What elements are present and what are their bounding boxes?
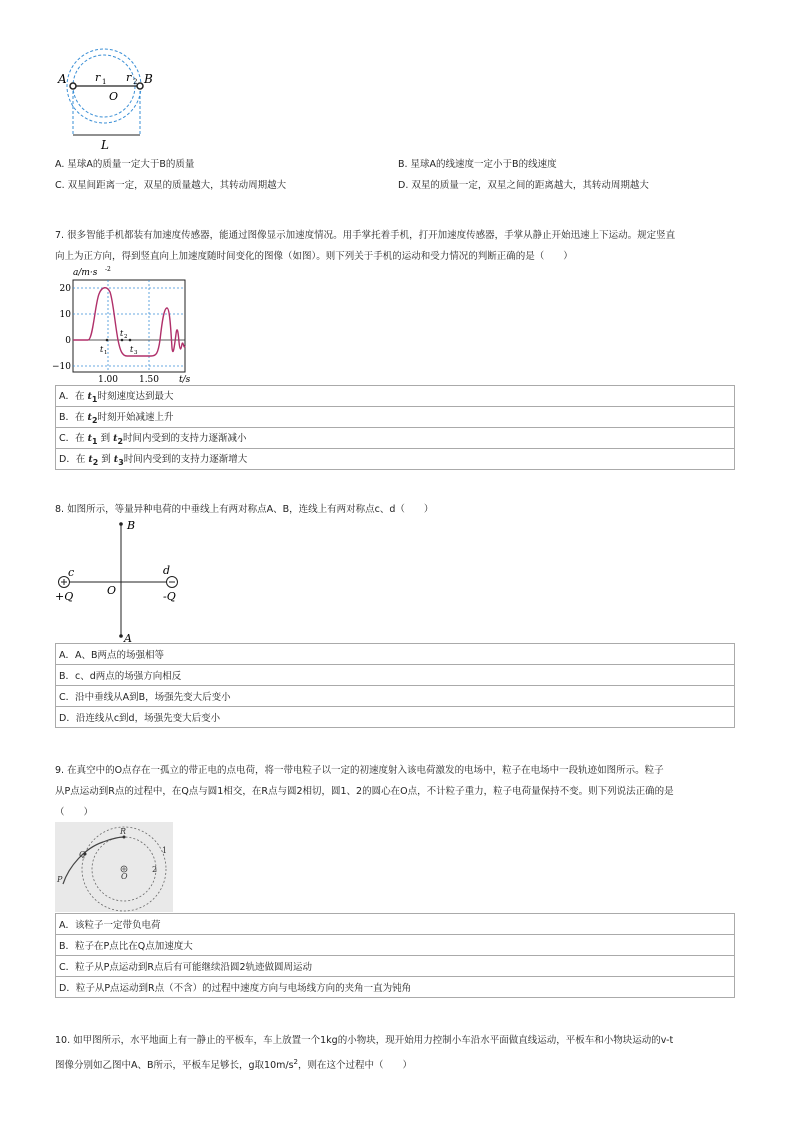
point-t3: t	[130, 345, 134, 354]
ytick-neg10: −10	[52, 362, 71, 372]
star-b	[137, 83, 143, 89]
label-a: A	[58, 72, 67, 86]
graph-xlabel: t/s	[179, 375, 191, 385]
label-c: c	[68, 566, 75, 579]
q7-option-b[interactable]: B．在 $t_2$时刻开始减速上升	[56, 407, 735, 428]
point-t2: t	[120, 329, 124, 338]
label-q: Q	[79, 850, 86, 859]
dipole-diagram	[55, 516, 190, 646]
q9-option-c[interactable]: C．粒子从P点运动到R点后有可能继续沿圆2轨迹做圆周运动	[56, 956, 735, 977]
point-t1: t	[100, 345, 104, 354]
label-r2: r	[126, 71, 132, 84]
label-a: A	[124, 632, 132, 645]
q8-option-d[interactable]: D．沿连线从c到d，场强先变大后变小	[56, 707, 735, 728]
label-r2-sub: 2	[133, 78, 138, 86]
q7-stem-line1: 7. 很多智能手机都装有加速度传感器，能通过图像显示加速度情况。用手掌托着手机，打开加速度传感器，手掌从静止开始迅速上下运动。规定竖直	[55, 230, 676, 241]
q9-option-b[interactable]: B．粒子在P点比在Q点加速度大	[56, 935, 735, 956]
label-p: P	[57, 875, 63, 884]
xtick-1-00: 1.00	[97, 375, 119, 385]
ytick-10: 10	[59, 310, 71, 320]
q9-option-d[interactable]: D．粒子从P点运动到R点（不含）的过程中速度方向与电场线方向的夹角一直为钝角	[56, 977, 735, 998]
acceleration-curve	[73, 288, 185, 356]
label-r: R	[120, 827, 127, 836]
q10-stem-line1: 10. 如甲图所示，水平地面上有一静止的平板车，车上放置一个1kg的小物块，现开始用力控制小车沿水平面做直线运动，平板车和小物块运动的v-t	[55, 1035, 674, 1046]
label-r1-sub: 1	[102, 78, 107, 86]
option-d[interactable]: D. 双星的质量一定，双星之间的距离越大，其转动周期越大	[398, 180, 649, 191]
q9-stem-line3: （ ）	[55, 807, 94, 818]
q8-option-a[interactable]: A．A、B两点的场强相等	[56, 644, 735, 665]
option-c[interactable]: C. 双星间距离一定，双星的质量越大，其转动周期越大	[55, 180, 287, 191]
graph-ylabel-sup: -2	[105, 266, 111, 273]
label-o: O	[109, 90, 119, 103]
q8-stem: 8. 如图所示，等量异种电荷的中垂线上有两对称点A、B，连线上有两对称点c、d（ ）	[55, 504, 434, 515]
q7-options-table	[55, 385, 735, 470]
option-a[interactable]: A. 星球A的质量一定大于B的质量	[55, 159, 195, 170]
svg-text:3: 3	[134, 350, 138, 356]
ytick-20: 20	[59, 284, 71, 294]
q7-stem-line2: 向上为正方向，得到竖直向上加速度随时间变化的图像（如图）。则下列关于手机的运动和受力情况的判断正确的是（ ）	[55, 251, 573, 262]
label-o: O	[107, 584, 117, 597]
svg-text:2: 2	[124, 334, 128, 340]
acceleration-graph	[52, 264, 200, 386]
trajectory-diagram	[55, 822, 173, 912]
label-circle-1: 1	[162, 846, 168, 855]
q8-options-table	[55, 643, 735, 728]
binary-star-diagram	[55, 38, 185, 153]
ytick-0: 0	[65, 336, 71, 346]
q7-option-d[interactable]: D．在 $t_2$ 到 $t_3$时间内受到的支持力逐渐增大	[56, 449, 735, 470]
xtick-1-50: 1.50	[138, 375, 160, 385]
label-neg-q: -Q	[163, 590, 176, 603]
q9-option-a[interactable]: A．该粒子一定带负电荷	[56, 914, 735, 935]
q8-option-c[interactable]: C．沿中垂线从A到B，场强先变大后变小	[56, 686, 735, 707]
label-b: B	[127, 519, 136, 532]
q9-options-table	[55, 913, 735, 998]
graph-ylabel: a/m·s	[73, 268, 98, 278]
q7-option-c[interactable]: C．在 $t_1$ 到 $t_2$时间内受到的支持力逐渐减小	[56, 428, 735, 449]
label-b: B	[144, 72, 153, 86]
label-o: O	[121, 872, 128, 881]
label-pos-q: +Q	[55, 590, 74, 603]
star-a	[70, 83, 76, 89]
svg-text:1: 1	[104, 350, 108, 356]
label-r1: r	[95, 71, 101, 84]
q8-option-b[interactable]: B．c、d两点的场强方向相反	[56, 665, 735, 686]
graph-frame	[73, 280, 185, 372]
label-d: d	[163, 564, 171, 577]
q10-stem-line2: 图像分别如乙图中A、B所示，平板车足够长，g取$10m/s^2$，则在这个过程中（ ）	[55, 1058, 413, 1072]
q9-stem-line1: 9. 在真空中的O点存在一孤立的带正电的点电荷，将一带电粒子以一定的初速度射入该电荷激发的电场中，粒子在电场中一段轨迹如图所示。粒子	[55, 765, 664, 776]
label-circle-2: 2	[152, 865, 158, 874]
option-b[interactable]: B. 星球A的线速度一定小于B的线速度	[398, 159, 557, 170]
q7-option-a[interactable]: A．在 $t_1$时刻速度达到最大	[56, 386, 735, 407]
label-l: L	[101, 138, 109, 152]
q9-stem-line2: 从P点运动到R点的过程中，在Q点与圆1相交，在R点与圆2相切，圆1、2的圆心在O点，不计粒子重力，粒子电荷量保持不变。则下列说法正确的是	[55, 786, 674, 797]
